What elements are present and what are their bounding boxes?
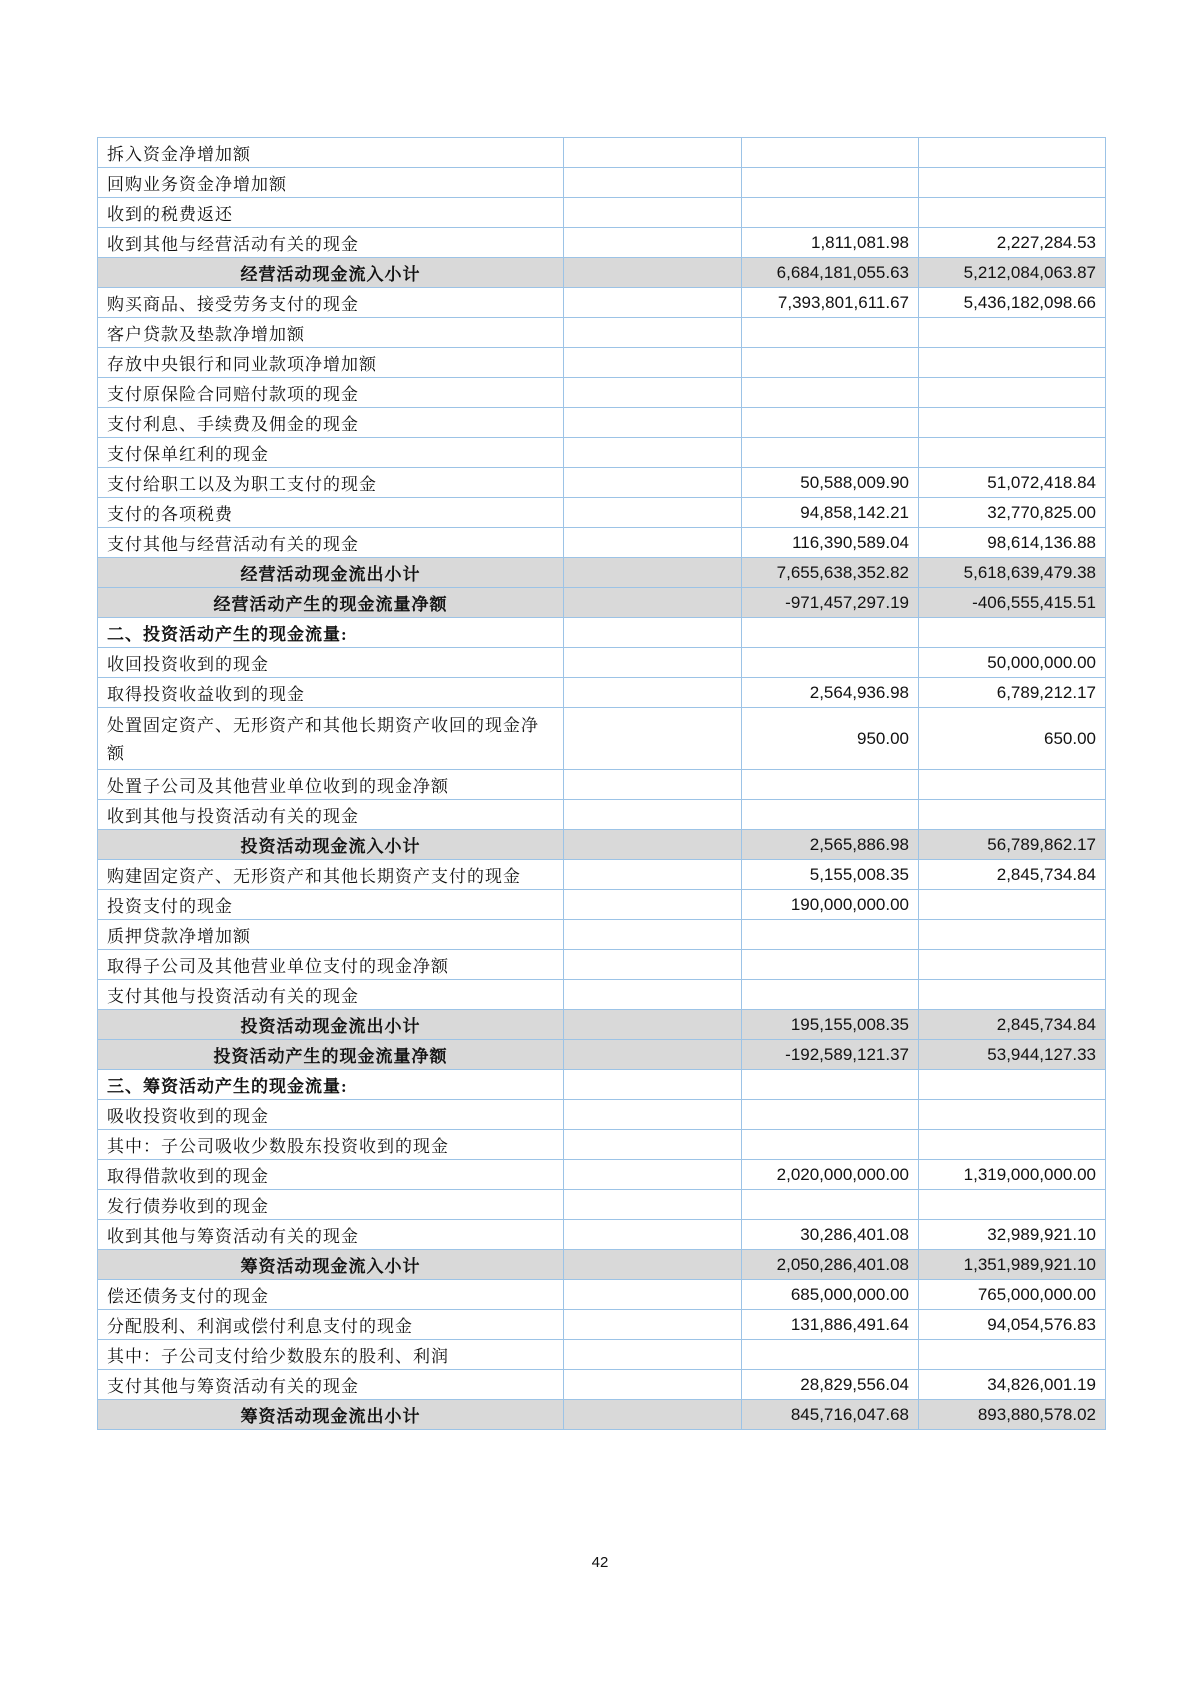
row-current-amount: 2,020,000,000.00 — [742, 1160, 919, 1190]
row-item-label: 投资支付的现金 — [98, 890, 564, 920]
row-note-cell — [564, 800, 742, 830]
table-row — [98, 678, 1106, 708]
row-note-cell — [564, 1100, 742, 1130]
table-row — [98, 588, 1106, 618]
row-item-label: 偿还债务支付的现金 — [98, 1280, 564, 1310]
table-row — [98, 498, 1106, 528]
row-item-label: 支付的各项税费 — [98, 498, 564, 528]
row-prior-amount: 34,826,001.19 — [919, 1370, 1106, 1400]
row-item-label: 三、筹资活动产生的现金流量: — [98, 1070, 564, 1100]
row-current-amount — [742, 438, 919, 468]
row-current-amount: 5,155,008.35 — [742, 860, 919, 890]
row-current-amount: 7,393,801,611.67 — [742, 288, 919, 318]
row-item-label: 筹资活动现金流出小计 — [98, 1400, 564, 1430]
row-prior-amount: 32,770,825.00 — [919, 498, 1106, 528]
row-note-cell — [564, 1220, 742, 1250]
row-note-cell — [564, 648, 742, 678]
row-prior-amount — [919, 318, 1106, 348]
table-row — [98, 1160, 1106, 1190]
row-current-amount: 685,000,000.00 — [742, 1280, 919, 1310]
row-note-cell — [564, 678, 742, 708]
row-item-label: 取得投资收益收到的现金 — [98, 678, 564, 708]
row-note-cell — [564, 528, 742, 558]
row-current-amount — [742, 618, 919, 648]
row-item-label: 支付给职工以及为职工支付的现金 — [98, 468, 564, 498]
table-row — [98, 1130, 1106, 1160]
row-current-amount: 50,588,009.90 — [742, 468, 919, 498]
row-prior-amount — [919, 438, 1106, 468]
table-row — [98, 1010, 1106, 1040]
row-note-cell — [564, 228, 742, 258]
table-row — [98, 1280, 1106, 1310]
row-prior-amount — [919, 1190, 1106, 1220]
table-row — [98, 378, 1106, 408]
row-note-cell — [564, 1280, 742, 1310]
row-item-label: 支付原保险合同赔付款项的现金 — [98, 378, 564, 408]
row-note-cell — [564, 1160, 742, 1190]
row-note-cell — [564, 258, 742, 288]
row-note-cell — [564, 348, 742, 378]
row-item-label: 收到其他与筹资活动有关的现金 — [98, 1220, 564, 1250]
row-item-label: 取得借款收到的现金 — [98, 1160, 564, 1190]
row-item-label: 收到其他与经营活动有关的现金 — [98, 228, 564, 258]
row-prior-amount — [919, 198, 1106, 228]
row-item-label: 经营活动现金流入小计 — [98, 258, 564, 288]
row-item-label: 存放中央银行和同业款项净增加额 — [98, 348, 564, 378]
row-item-label: 投资活动现金流入小计 — [98, 830, 564, 860]
table-row — [98, 1340, 1106, 1370]
table-row — [98, 800, 1106, 830]
row-current-amount — [742, 648, 919, 678]
row-current-amount — [742, 198, 919, 228]
row-current-amount: 2,050,286,401.08 — [742, 1250, 919, 1280]
row-current-amount — [742, 920, 919, 950]
row-current-amount: 30,286,401.08 — [742, 1220, 919, 1250]
row-note-cell — [564, 288, 742, 318]
row-note-cell — [564, 830, 742, 860]
row-prior-amount: 56,789,862.17 — [919, 830, 1106, 860]
row-note-cell — [564, 438, 742, 468]
table-row — [98, 228, 1106, 258]
row-prior-amount — [919, 800, 1106, 830]
row-prior-amount: 5,212,084,063.87 — [919, 258, 1106, 288]
row-prior-amount — [919, 618, 1106, 648]
row-item-label: 支付其他与经营活动有关的现金 — [98, 528, 564, 558]
row-current-amount — [742, 348, 919, 378]
table-row — [98, 1070, 1106, 1100]
row-current-amount: 845,716,047.68 — [742, 1400, 919, 1430]
table-row — [98, 770, 1106, 800]
row-note-cell — [564, 588, 742, 618]
table-row — [98, 288, 1106, 318]
row-note-cell — [564, 950, 742, 980]
row-current-amount: 950.00 — [742, 708, 919, 770]
row-current-amount: -971,457,297.19 — [742, 588, 919, 618]
table-row — [98, 168, 1106, 198]
row-current-amount — [742, 770, 919, 800]
table-row — [98, 138, 1106, 168]
table-row — [98, 1310, 1106, 1340]
row-note-cell — [564, 1340, 742, 1370]
row-note-cell — [564, 318, 742, 348]
row-current-amount: 28,829,556.04 — [742, 1370, 919, 1400]
row-item-label: 支付其他与筹资活动有关的现金 — [98, 1370, 564, 1400]
row-current-amount — [742, 1070, 919, 1100]
row-current-amount: 190,000,000.00 — [742, 890, 919, 920]
table-row — [98, 1220, 1106, 1250]
row-prior-amount — [919, 378, 1106, 408]
row-prior-amount — [919, 770, 1106, 800]
row-current-amount — [742, 950, 919, 980]
row-current-amount — [742, 800, 919, 830]
table-row — [98, 408, 1106, 438]
row-prior-amount: 5,436,182,098.66 — [919, 288, 1106, 318]
row-current-amount — [742, 318, 919, 348]
table-row — [98, 950, 1106, 980]
row-item-label: 其中：子公司支付给少数股东的股利、利润 — [98, 1340, 564, 1370]
row-current-amount — [742, 408, 919, 438]
table-row — [98, 1040, 1106, 1070]
row-note-cell — [564, 168, 742, 198]
row-note-cell — [564, 770, 742, 800]
row-note-cell — [564, 1040, 742, 1070]
row-prior-amount: 5,618,639,479.38 — [919, 558, 1106, 588]
row-item-label: 取得子公司及其他营业单位支付的现金净额 — [98, 950, 564, 980]
row-prior-amount: 6,789,212.17 — [919, 678, 1106, 708]
page-number: 42 — [591, 1554, 609, 1571]
row-prior-amount — [919, 890, 1106, 920]
row-note-cell — [564, 558, 742, 588]
row-item-label: 回购业务资金净增加额 — [98, 168, 564, 198]
row-item-label: 发行债券收到的现金 — [98, 1190, 564, 1220]
row-prior-amount: 1,351,989,921.10 — [919, 1250, 1106, 1280]
row-note-cell — [564, 1370, 742, 1400]
row-prior-amount — [919, 950, 1106, 980]
row-prior-amount — [919, 980, 1106, 1010]
row-note-cell — [564, 378, 742, 408]
row-prior-amount: 53,944,127.33 — [919, 1040, 1106, 1070]
row-prior-amount: 2,227,284.53 — [919, 228, 1106, 258]
row-current-amount: 131,886,491.64 — [742, 1310, 919, 1340]
table-row — [98, 348, 1106, 378]
row-item-label: 经营活动产生的现金流量净额 — [98, 588, 564, 618]
row-prior-amount: 50,000,000.00 — [919, 648, 1106, 678]
row-note-cell — [564, 1400, 742, 1430]
row-current-amount: 116,390,589.04 — [742, 528, 919, 558]
cash-flow-statement-table — [97, 137, 1106, 1430]
row-current-amount — [742, 138, 919, 168]
row-item-label: 支付其他与投资活动有关的现金 — [98, 980, 564, 1010]
row-prior-amount: 1,319,000,000.00 — [919, 1160, 1106, 1190]
row-note-cell — [564, 1010, 742, 1040]
row-prior-amount: 51,072,418.84 — [919, 468, 1106, 498]
row-note-cell — [564, 618, 742, 648]
row-item-label: 收到其他与投资活动有关的现金 — [98, 800, 564, 830]
row-item-label: 购建固定资产、无形资产和其他长期资产支付的现金 — [98, 860, 564, 890]
table-row — [98, 558, 1106, 588]
row-item-label: 二、投资活动产生的现金流量: — [98, 618, 564, 648]
row-item-label: 质押贷款净增加额 — [98, 920, 564, 950]
row-note-cell — [564, 708, 742, 770]
row-note-cell — [564, 1190, 742, 1220]
table-row — [98, 1370, 1106, 1400]
row-prior-amount: 32,989,921.10 — [919, 1220, 1106, 1250]
row-note-cell — [564, 498, 742, 528]
table-row — [98, 198, 1106, 228]
row-current-amount: 6,684,181,055.63 — [742, 258, 919, 288]
table-row — [98, 830, 1106, 860]
row-item-label: 投资活动现金流出小计 — [98, 1010, 564, 1040]
table-row — [98, 318, 1106, 348]
row-current-amount: 195,155,008.35 — [742, 1010, 919, 1040]
row-note-cell — [564, 1250, 742, 1280]
row-current-amount — [742, 378, 919, 408]
row-prior-amount: 893,880,578.02 — [919, 1400, 1106, 1430]
row-prior-amount: 98,614,136.88 — [919, 528, 1106, 558]
row-prior-amount: 765,000,000.00 — [919, 1280, 1106, 1310]
row-item-label: 支付利息、手续费及佣金的现金 — [98, 408, 564, 438]
row-item-label: 经营活动现金流出小计 — [98, 558, 564, 588]
table-row — [98, 528, 1106, 558]
row-item-label: 处置子公司及其他营业单位收到的现金净额 — [98, 770, 564, 800]
row-prior-amount — [919, 138, 1106, 168]
cash-flow-table-body — [98, 138, 1106, 1430]
table-row — [98, 980, 1106, 1010]
table-row — [98, 1400, 1106, 1430]
row-item-label: 拆入资金净增加额 — [98, 138, 564, 168]
table-row — [98, 1100, 1106, 1130]
table-row — [98, 618, 1106, 648]
row-item-label: 分配股利、利润或偿付利息支付的现金 — [98, 1310, 564, 1340]
table-row — [98, 860, 1106, 890]
row-note-cell — [564, 890, 742, 920]
row-prior-amount — [919, 348, 1106, 378]
table-row — [98, 890, 1106, 920]
row-current-amount — [742, 1340, 919, 1370]
row-current-amount: 1,811,081.98 — [742, 228, 919, 258]
row-current-amount — [742, 168, 919, 198]
row-note-cell — [564, 1070, 742, 1100]
table-row — [98, 708, 1106, 770]
row-note-cell — [564, 860, 742, 890]
row-item-label: 购买商品、接受劳务支付的现金 — [98, 288, 564, 318]
table-row — [98, 648, 1106, 678]
row-prior-amount — [919, 920, 1106, 950]
row-current-amount — [742, 980, 919, 1010]
row-item-label: 投资活动产生的现金流量净额 — [98, 1040, 564, 1070]
row-current-amount — [742, 1100, 919, 1130]
table-row — [98, 1190, 1106, 1220]
row-current-amount — [742, 1130, 919, 1160]
row-item-label: 客户贷款及垫款净增加额 — [98, 318, 564, 348]
row-item-label: 收回投资收到的现金 — [98, 648, 564, 678]
row-item-label: 其中：子公司吸收少数股东投资收到的现金 — [98, 1130, 564, 1160]
row-prior-amount: 2,845,734.84 — [919, 860, 1106, 890]
row-note-cell — [564, 1130, 742, 1160]
table-row — [98, 468, 1106, 498]
row-current-amount: 94,858,142.21 — [742, 498, 919, 528]
row-note-cell — [564, 408, 742, 438]
row-current-amount: 7,655,638,352.82 — [742, 558, 919, 588]
row-note-cell — [564, 468, 742, 498]
table-row — [98, 258, 1106, 288]
row-item-label: 吸收投资收到的现金 — [98, 1100, 564, 1130]
row-prior-amount — [919, 1340, 1106, 1370]
row-note-cell — [564, 198, 742, 228]
row-item-label: 筹资活动现金流入小计 — [98, 1250, 564, 1280]
row-prior-amount — [919, 168, 1106, 198]
row-prior-amount — [919, 1130, 1106, 1160]
row-item-label: 支付保单红利的现金 — [98, 438, 564, 468]
row-prior-amount: 650.00 — [919, 708, 1106, 770]
row-current-amount: 2,564,936.98 — [742, 678, 919, 708]
row-prior-amount — [919, 1100, 1106, 1130]
row-current-amount — [742, 1190, 919, 1220]
row-prior-amount — [919, 1070, 1106, 1100]
table-row — [98, 438, 1106, 468]
row-prior-amount: 94,054,576.83 — [919, 1310, 1106, 1340]
row-prior-amount: 2,845,734.84 — [919, 1010, 1106, 1040]
row-prior-amount — [919, 408, 1106, 438]
row-note-cell — [564, 980, 742, 1010]
row-current-amount: 2,565,886.98 — [742, 830, 919, 860]
row-item-label: 收到的税费返还 — [98, 198, 564, 228]
row-prior-amount: -406,555,415.51 — [919, 588, 1106, 618]
row-current-amount: -192,589,121.37 — [742, 1040, 919, 1070]
table-row — [98, 1250, 1106, 1280]
row-item-label: 处置固定资产、无形资产和其他长期资产收回的现金净额 — [98, 708, 564, 770]
table-row — [98, 920, 1106, 950]
row-note-cell — [564, 138, 742, 168]
row-note-cell — [564, 920, 742, 950]
row-note-cell — [564, 1310, 742, 1340]
